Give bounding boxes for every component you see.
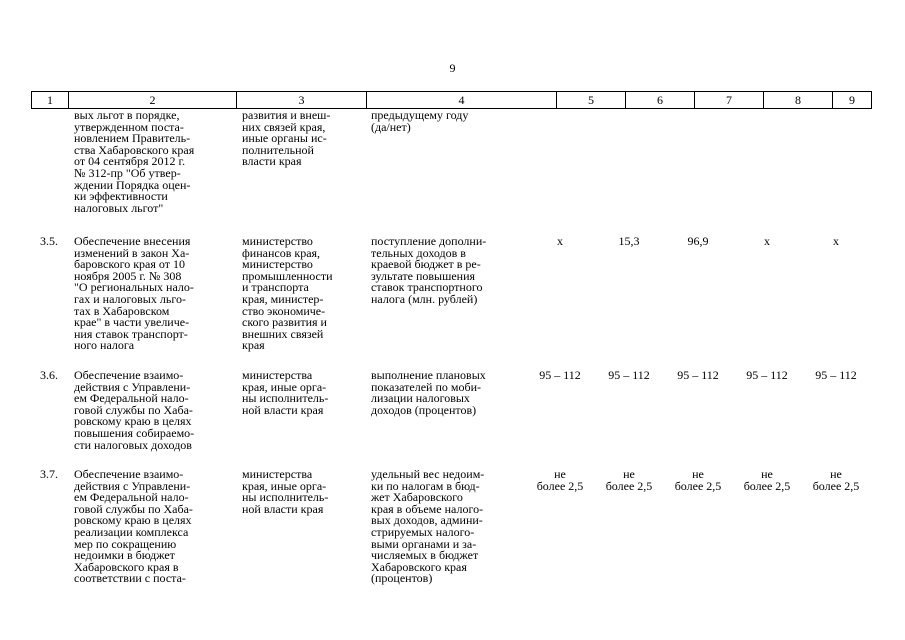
- table-cell-indicator: выполнение плановых показателей по моби- лизации налоговых доходов (процентов): [371, 368, 486, 417]
- table-cell-value-col7: 96,9: [687, 234, 709, 248]
- column-header-8: 8: [795, 93, 801, 107]
- column-header-6: 6: [657, 93, 663, 107]
- table-cell-executor: министерства края, иные орга- ны исполнитель- ной власти края: [242, 467, 329, 516]
- table-cell-measure: Обеспечение взаимо- действия с Управлени- ем Федеральной нало- говой службы по Хаба- ровскому краю в целях повышения собираемо- сти налоговых доходов: [74, 368, 195, 452]
- table-cell-measure: Обеспечение взаимо- действия с Управлени- ем Федеральной нало- говой службы по Хаба- ровскому краю в целях реализации комплекса мер по сокращению недоимки в бюджет Хабаровского края в соответствии с поста-: [74, 467, 193, 586]
- table-cell-value-col9: не более 2,5: [812, 467, 860, 493]
- table-cell-number: 3.7.: [40, 467, 58, 481]
- table-cell-indicator: удельный вес недоим- ки по налогам в бюд- жет Хабаровского края в объеме налого- вых доходов, админи- стрируемых налого- выми органами и за- числяемых в бюджет Хабаровского края (процентов): [371, 467, 485, 586]
- table-cell-value-col8: х: [764, 234, 770, 248]
- table-cell-value-col5: х: [557, 234, 563, 248]
- table-cell-value-col8: 95 – 112: [746, 368, 788, 382]
- table-cell-value-col9: х: [833, 234, 839, 248]
- table-cell-value-col7: 95 – 112: [677, 368, 719, 382]
- table-cell-indicator: поступление дополни- тельных доходов в краевой бюджет в ре- зультате повышения ставок транспортного налога (млн. рублей): [371, 234, 487, 306]
- column-header-1: 1: [47, 93, 53, 107]
- column-header-7: 7: [726, 93, 732, 107]
- table-cell-value-col5: 95 – 112: [539, 368, 581, 382]
- table-cell-number: 3.6.: [40, 368, 58, 382]
- table-cell-executor: министерство финансов края, министерство промышленности и транспорта края, министер- ство экономиче- ского развития и внешних связей края: [242, 234, 333, 353]
- column-header-4: 4: [458, 93, 465, 107]
- table-cell-indicator: предыдущему году (да/нет): [371, 108, 469, 134]
- table-column-header-row: [31, 91, 872, 109]
- column-header-2: 2: [149, 93, 156, 107]
- table-cell-value-col6: не более 2,5: [605, 467, 653, 493]
- column-header-9: 9: [849, 93, 855, 107]
- column-header-5: 5: [588, 93, 594, 107]
- column-header-3: 3: [298, 93, 305, 107]
- table-cell-value-col9: 95 – 112: [815, 368, 857, 382]
- table-cell-measure: Обеспечение внесения изменений в закон Ха- баровского края от 10 ноября 2005 г. № 308 "О региональных нало- гах и налоговых льго- тах в Хабаровском крае" в части увеличе- ния ставок транспорт- ного налога: [74, 234, 194, 353]
- table-cell-value-col7: не более 2,5: [674, 467, 722, 493]
- table-cell-executor: развития и внеш- них связей края, иные органы ис- полнительной власти края: [242, 108, 331, 169]
- page-number: 9: [449, 61, 456, 75]
- table-cell-value-col6: 95 – 112: [608, 368, 650, 382]
- table-cell-value-col5: не более 2,5: [536, 467, 584, 493]
- table-cell-executor: министерства края, иные орга- ны исполнитель- ной власти края: [242, 368, 329, 417]
- table-cell-value-col8: не более 2,5: [743, 467, 791, 493]
- table-cell-number: 3.5.: [40, 234, 58, 248]
- table-cell-measure: вых льгот в порядке, утвержденном поста- новлением Правитель- ства Хабаровского края от 04 сентября 2012 г. № 312-пр "Об утвер- ждении Порядка оцен- ки эффективности налоговых льгот": [74, 108, 195, 215]
- table-cell-value-col6: 15,3: [618, 234, 640, 248]
